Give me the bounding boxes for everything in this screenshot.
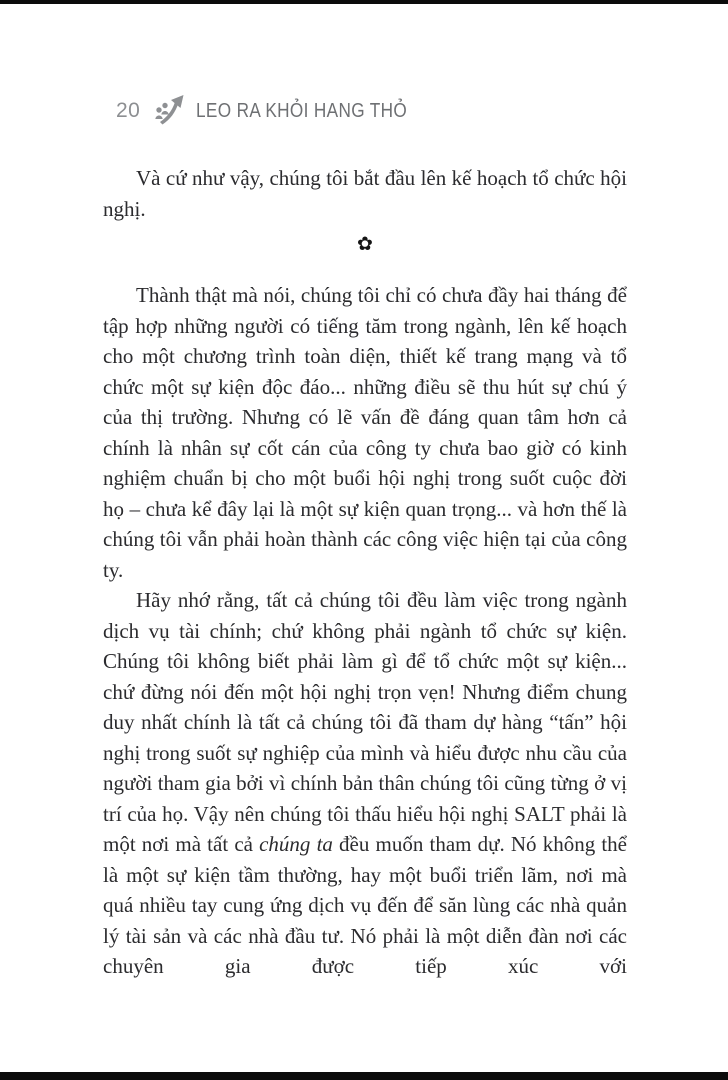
paragraph-3-emphasis: chúng ta <box>259 832 333 856</box>
flower-separator: ✿ <box>357 234 373 255</box>
paragraph-2: Thành thật mà nói, chúng tôi chỉ có chưa đầy hai tháng để tập hợp những người có tiếng tăm trong ngành, lên kế hoạch cho một chương trình toàn diện, thiết kế trang mạng và tổ chức một sự kiện độc đáo... những điều sẽ thu hút sự chú ý của thị trường. Nhưng có lẽ vấn đề đáng quan tâm hơn cả chính là nhân sự cốt cán của công ty chưa bao giờ có kinh nghiệm chuẩn bị cho một buổi hội nghị trong suốt cuộc đời họ – chưa kể đây lại là một sự kiện quan trọng... và hơn thế là chúng tôi vẫn phải hoàn thành các công việc hiện tại của công ty. <box>103 283 627 582</box>
paragraph-3 <box>103 585 627 982</box>
page-header <box>103 95 627 127</box>
paragraph-3-text-before: Hãy nhớ rằng, tất cả chúng tôi đều làm việc trong ngành dịch vụ tài chính; chứ không phải ngành tổ chức sự kiện. Chúng tôi không biết phải làm gì để tổ chức một sự kiện... chứ đừng nói đến một hội nghị trọn vẹn! Nhưng điểm chung duy nhất chính là tất cả chúng tôi đã tham dự hàng “tấn” hội nghị trong suốt sự nghiệp của mình và hiểu được nhu cầu của người tham gia bởi vì chính bản thân chúng tôi cũng từng ở vị trí của họ. Vậy nên chúng tôi thấu hiểu hội nghị SALT phải là một nơi mà tất cả <box>103 588 627 856</box>
body-text <box>103 163 627 982</box>
paragraph-3-text-after: đều muốn tham dự. Nó không thể là một sự kiện tầm thường, hay một buổi triển lãm, nơi mà quá nhiều tay cung ứng dịch vụ đến để săn lùng các nhà quản lý tài sản và các nhà đầu tư. Nó phải là một diễn đàn nơi các chuyên gia được tiếp xúc với <box>103 832 627 978</box>
paragraph-1: Và cứ như vậy, chúng tôi bắt đầu lên kế hoạch tổ chức hội nghị. <box>103 166 627 221</box>
page-number: 20 <box>116 99 141 122</box>
running-title: LEO RA KHỎI HANG THỎ <box>196 99 408 122</box>
screen-edge-bottom <box>0 1072 728 1080</box>
growth-arrow-icon <box>152 93 186 130</box>
